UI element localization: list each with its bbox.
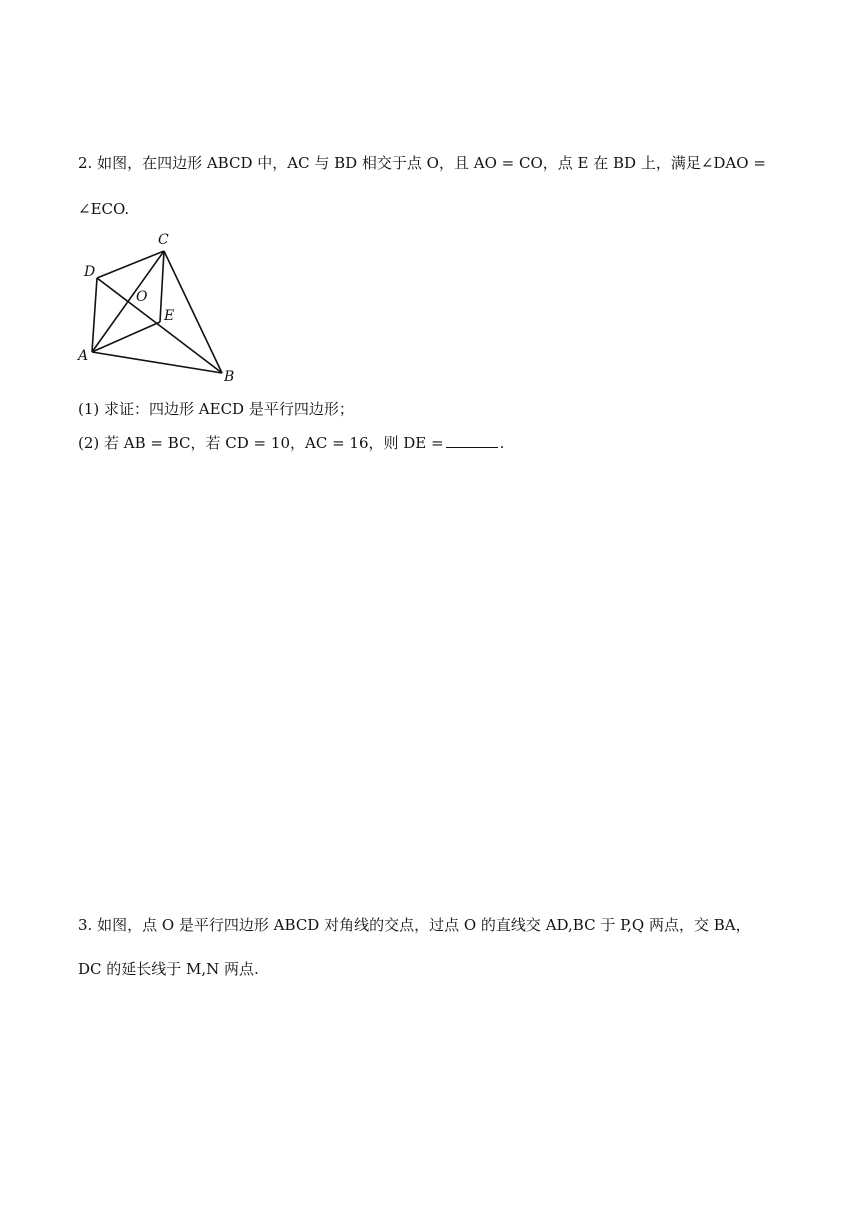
segment-ab <box>92 352 222 373</box>
segment-db <box>97 278 222 373</box>
label-a: A <box>78 348 89 364</box>
problem-2-statement-line-1: 2. 如图，在四边形 ABCD 中，AC 与 BD 相交于点 O，且 AO = CO，点 E 在 BD 上，满足∠DAO = <box>78 154 766 172</box>
label-d: D <box>84 264 96 280</box>
problem-2-part-1: (1) 求证：四边形 AECD 是平行四边形； <box>78 400 354 418</box>
problem-2-part-2-end: . <box>499 434 505 452</box>
label-b: B <box>224 369 235 385</box>
label-e: E <box>164 308 175 324</box>
problem-2-part-2-text: (2) 若 AB = BC，若 CD = 10，AC = 16，则 DE = <box>78 434 444 452</box>
problem-3-statement-line-2: DC 的延长线于 M,N 两点. <box>78 960 259 978</box>
problem-2-statement-line-2: ∠ECO. <box>78 200 130 218</box>
label-c: C <box>158 232 169 248</box>
problem-2-part-2 <box>78 432 790 454</box>
problem-3-statement-line-1: 3. 如图，点 O 是平行四边形 ABCD 对角线的交点，过点 O 的直线交 AD,BC 于 P,Q 两点，交 BA， <box>78 916 751 934</box>
quadrilateral-figure <box>74 226 244 388</box>
answer-blank <box>446 433 498 448</box>
segment-da <box>92 278 97 352</box>
label-o: O <box>136 289 148 305</box>
